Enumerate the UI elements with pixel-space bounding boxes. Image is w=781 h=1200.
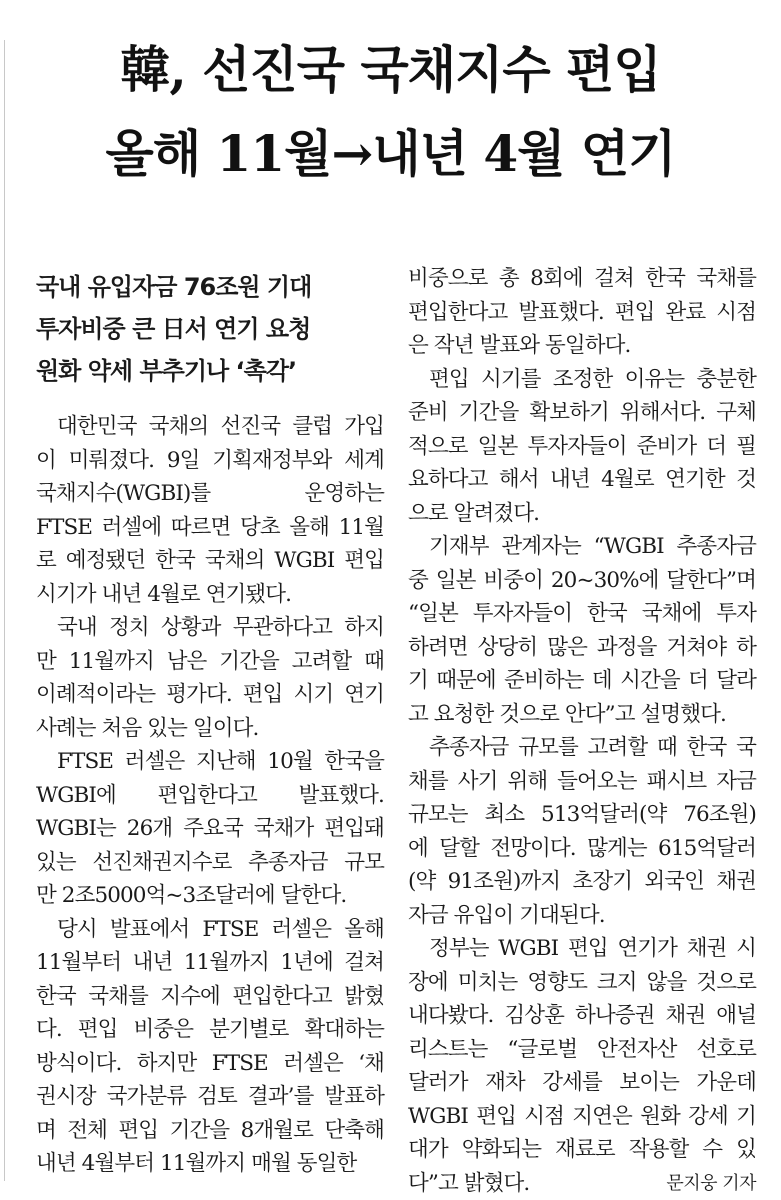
article-body-right [408, 262, 756, 1200]
subheadlines [36, 266, 384, 392]
paragraph [408, 363, 756, 531]
paragraph [408, 932, 756, 1200]
text-line: 으로 알려졌다. [408, 497, 756, 531]
right-column [408, 262, 756, 1200]
text-line: 사례는 처음 있는 일이다. [36, 712, 384, 746]
text-line: 만 11월까지 남은 기간을 고려할 때 [36, 645, 384, 679]
text-line: 채를 사기 위해 들어오는 패시브 자금 [408, 765, 756, 799]
paragraph [36, 611, 384, 745]
text-line: 당시 발표에서 FTSE 러셀은 올해 [36, 913, 384, 947]
text-line: 내년 4월부터 11월까지 매월 동일한 [36, 1147, 384, 1181]
closing-line [408, 1167, 756, 1200]
headline-line-2: 올해 11월→내년 4월 연기 [0, 112, 781, 196]
paragraph [36, 410, 384, 611]
paragraph [408, 731, 756, 932]
text-line: WGBI 편입 시점 지연은 원화 강세 기 [408, 1100, 756, 1134]
text-line: 하려면 상당히 많은 과정을 거쳐야 하 [408, 631, 756, 665]
subheadline: 투자비중 큰 日서 연기 요청 [36, 308, 384, 350]
text-line: 은 작년 발표와 동일하다. [408, 329, 756, 363]
text-line: 에 달할 전망이다. 많게는 615억달러 [408, 832, 756, 866]
text-line: 규모는 최소 513억달러(약 76조원) [408, 798, 756, 832]
text-line: 내다봤다. 김상훈 하나증권 채권 애널 [408, 999, 756, 1033]
text-line: 만 2조5000억~3조달러에 달한다. [36, 879, 384, 913]
text-line: 한국 국채를 지수에 편입한다고 밝혔 [36, 980, 384, 1014]
headline [0, 28, 781, 196]
paragraph [408, 262, 756, 363]
text-line: WGBI에 편입한다고 발표했다. [36, 779, 384, 813]
paragraph [36, 913, 384, 1181]
text-line: 로 예정됐던 한국 국채의 WGBI 편입 [36, 544, 384, 578]
text-line: 요하다고 해서 내년 4월로 연기한 것 [408, 463, 756, 497]
text-line: 기재부 관계자는 “WGBI 추종자금 [408, 530, 756, 564]
text-line: “일본 투자자들이 한국 국채에 투자 [408, 597, 756, 631]
text-line: 있는 선진채권지수로 추종자금 규모 [36, 846, 384, 880]
text-line: 고 요청한 것으로 안다”고 설명했다. [408, 698, 756, 732]
text-line: 11월부터 내년 11월까지 1년에 걸쳐 [36, 946, 384, 980]
text-line: 며 전체 편입 기간을 8개월로 단축해 [36, 1114, 384, 1148]
left-column [36, 262, 384, 1181]
text-line: FTSE 러셀에 따르면 당초 올해 11월 [36, 511, 384, 545]
text-line: 편입한다고 발표했다. 편입 완료 시점 [408, 296, 756, 330]
text-line: FTSE 러셀은 지난해 10월 한국을 [36, 745, 384, 779]
article-body-left [36, 410, 384, 1181]
text-line: 리스트는 “글로벌 안전자산 선호로 [408, 1033, 756, 1067]
text-line: (약 91조원)까지 초장기 외국인 채권 [408, 865, 756, 899]
column-rule [4, 40, 5, 1181]
text-line: 적으로 일본 투자자들이 준비가 더 필 [408, 430, 756, 464]
headline-line-1: 韓, 선진국 국채지수 편입 [0, 28, 781, 112]
text-line: 대한민국 국채의 선진국 클럽 가입 [36, 410, 384, 444]
text-line: 추종자금 규모를 고려할 때 한국 국 [408, 731, 756, 765]
subheadline: 원화 약세 부추기나 ‘촉각’ [36, 350, 384, 392]
text-line: 국내 정치 상황과 무관하다고 하지 [36, 611, 384, 645]
text-line: 비중으로 총 8회에 걸쳐 한국 국채를 [408, 262, 756, 296]
text-line: 다. 편입 비중은 분기별로 확대하는 [36, 1013, 384, 1047]
text-line: 방식이다. 하지만 FTSE 러셀은 ‘채 [36, 1047, 384, 1081]
text-line: 다”고 밝혔다. [408, 1167, 529, 1200]
text-line: 기 때문에 준비하는 데 시간을 더 달라 [408, 664, 756, 698]
text-line: 권시장 국가분류 검토 결과’를 발표하 [36, 1080, 384, 1114]
text-line: 대가 약화되는 재료로 작용할 수 있 [408, 1133, 756, 1167]
text-line: 정부는 WGBI 편입 연기가 채권 시 [408, 932, 756, 966]
text-line: 준비 기간을 확보하기 위해서다. 구체 [408, 396, 756, 430]
text-line: 이례적이라는 평가다. 편입 시기 연기 [36, 678, 384, 712]
text-line: WGBI는 26개 주요국 국채가 편입돼 [36, 812, 384, 846]
paragraph [36, 745, 384, 913]
text-line: 시기가 내년 4월로 연기됐다. [36, 578, 384, 612]
byline: 문지웅 기자 [666, 1167, 756, 1200]
text-line: 이 미뤄졌다. 9일 기획재정부와 세계 [36, 444, 384, 478]
text-line: 중 일본 비중이 20~30%에 달한다”며 [408, 564, 756, 598]
text-line: 장에 미치는 영향도 크지 않을 것으로 [408, 966, 756, 1000]
paragraph [408, 530, 756, 731]
text-line: 국채지수(WGBI)를 운영하는 [36, 477, 384, 511]
text-line: 자금 유입이 기대된다. [408, 899, 756, 933]
subheadline: 국내 유입자금 76조원 기대 [36, 266, 384, 308]
text-line: 편입 시기를 조정한 이유는 충분한 [408, 363, 756, 397]
text-line: 달러가 재차 강세를 보이는 가운데 [408, 1066, 756, 1100]
